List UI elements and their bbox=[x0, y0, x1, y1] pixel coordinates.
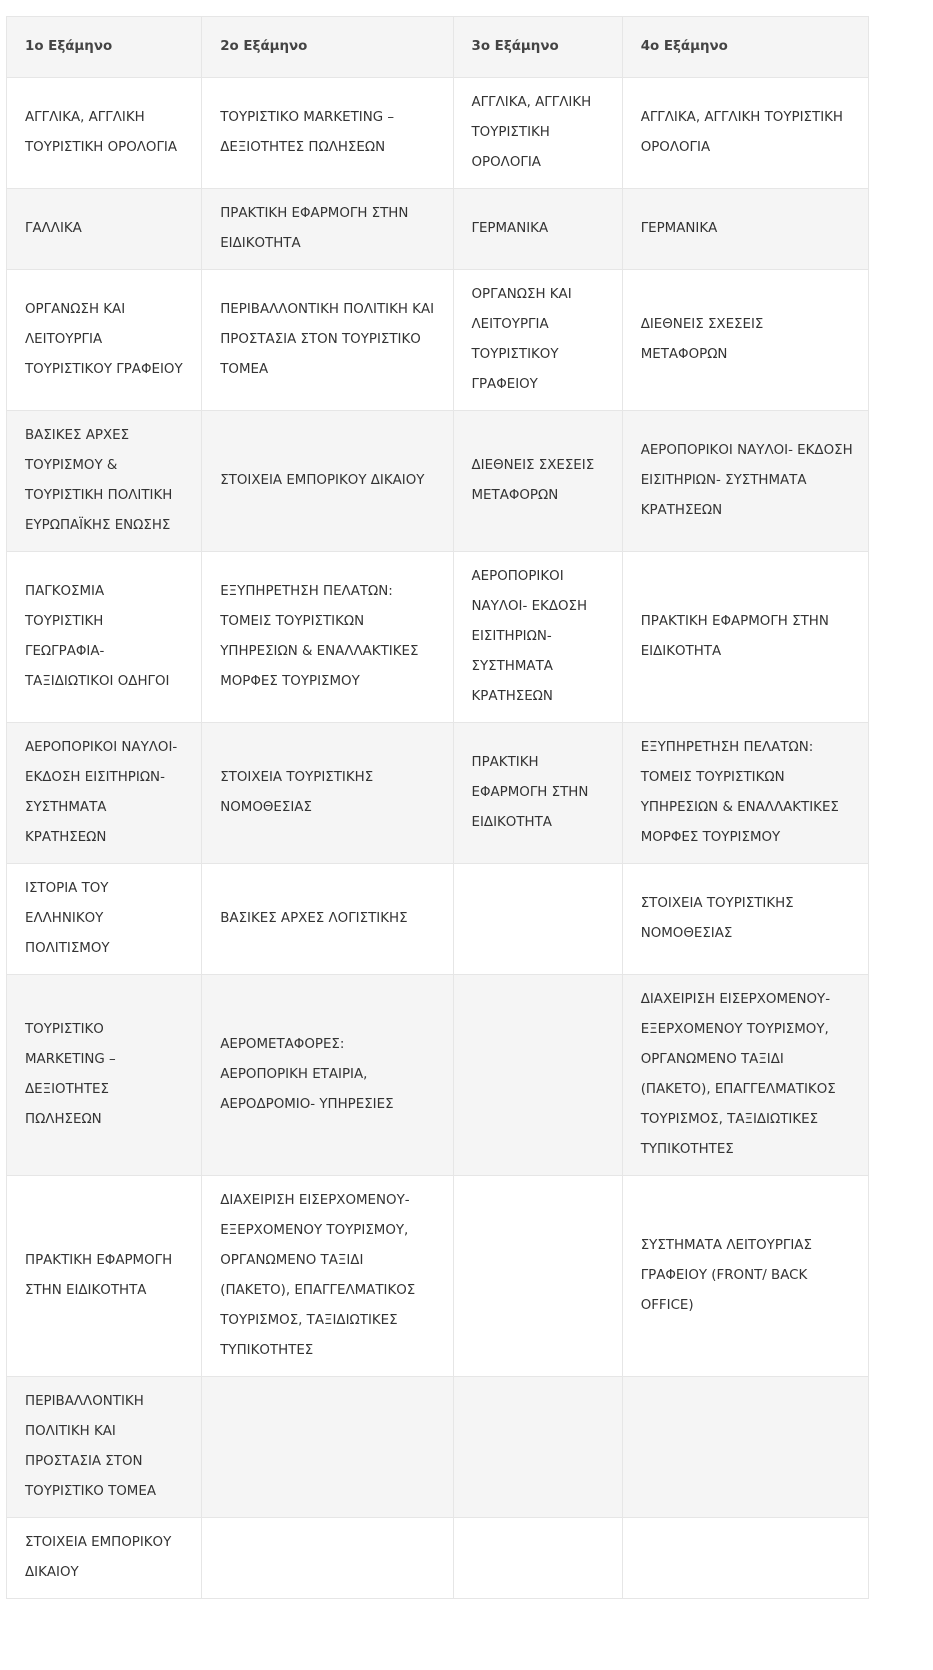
course-cell-semester-3: ΔΙΕΘΝΕΙΣ ΣΧΕΣΕΙΣ ΜΕΤΑΦΟΡΩΝ bbox=[453, 411, 622, 552]
table-row bbox=[7, 411, 869, 552]
course-cell-semester-4 bbox=[622, 1377, 868, 1518]
header-row bbox=[7, 17, 869, 78]
course-cell-semester-3: ΠΡΑΚΤΙΚΗ ΕΦΑΡΜΟΓΗ ΣΤΗΝ ΕΙΔΙΚΟΤΗΤΑ bbox=[453, 723, 622, 864]
course-cell-semester-1: ΒΑΣΙΚΕΣ ΑΡΧΕΣ ΤΟΥΡΙΣΜΟΥ & ΤΟΥΡΙΣΤΙΚΗ ΠΟΛΙΤΙΚΗ ΕΥΡΩΠΑΪΚΗΣ ΕΝΩΣΗΣ bbox=[7, 411, 202, 552]
course-cell-semester-1: ΙΣΤΟΡΙΑ ΤΟΥ ΕΛΛΗΝΙΚΟΥ ΠΟΛΙΤΙΣΜΟΥ bbox=[7, 864, 202, 975]
course-cell-semester-4: ΣΥΣΤΗΜΑΤΑ ΛΕΙΤΟΥΡΓΙΑΣ ΓΡΑΦΕΙΟΥ (FRONT/ BACK OFFICE) bbox=[622, 1176, 868, 1377]
course-cell-semester-3: ΟΡΓΑΝΩΣΗ ΚΑΙ ΛΕΙΤΟΥΡΓΙΑ ΤΟΥΡΙΣΤΙΚΟΥ ΓΡΑΦΕΙΟΥ bbox=[453, 270, 622, 411]
course-cell-semester-4 bbox=[622, 1518, 868, 1599]
course-cell-semester-3: ΑΕΡΟΠΟΡΙΚΟΙ ΝΑΥΛΟΙ- ΕΚΔΟΣΗ ΕΙΣΙΤΗΡΙΩΝ- ΣΥΣΤΗΜΑΤΑ ΚΡΑΤΗΣΕΩΝ bbox=[453, 552, 622, 723]
header-semester-3: 3ο Εξάμηνο bbox=[453, 17, 622, 78]
course-cell-semester-1: ΤΟΥΡΙΣΤΙΚΟ MARKETING – ΔΕΞΙΟΤΗΤΕΣ ΠΩΛΗΣΕΩΝ bbox=[7, 975, 202, 1176]
course-cell-semester-3: ΑΓΓΛΙΚΑ, ΑΓΓΛΙΚΗ ΤΟΥΡΙΣΤΙΚΗ ΟΡΟΛΟΓΙΑ bbox=[453, 78, 622, 189]
course-cell-semester-1: ΣΤΟΙΧΕΙΑ ΕΜΠΟΡΙΚΟΥ ΔΙΚΑΙΟΥ bbox=[7, 1518, 202, 1599]
curriculum-table bbox=[6, 16, 869, 1599]
table-row bbox=[7, 552, 869, 723]
course-cell-semester-4: ΓΕΡΜΑΝΙΚΑ bbox=[622, 189, 868, 270]
course-cell-semester-4: ΔΙΑΧΕΙΡΙΣΗ ΕΙΣΕΡΧΟΜΕΝΟΥ-ΕΞΕΡΧΟΜΕΝΟΥ ΤΟΥΡΙΣΜΟΥ, ΟΡΓΑΝΩΜΕΝΟ ΤΑΞΙΔΙ (ΠΑΚΕΤΟ), ΕΠΑΓΓΕΛΜΑΤΙΚΟΣ ΤΟΥΡΙΣΜΟΣ, ΤΑΞΙΔΙΩΤΙΚΕΣ ΤΥΠΙΚΟΤΗΤΕΣ bbox=[622, 975, 868, 1176]
course-cell-semester-1: ΑΓΓΛΙΚΑ, ΑΓΓΛΙΚΗ ΤΟΥΡΙΣΤΙΚΗ ΟΡΟΛΟΓΙΑ bbox=[7, 78, 202, 189]
course-cell-semester-1: ΑΕΡΟΠΟΡΙΚΟΙ ΝΑΥΛΟΙ- ΕΚΔΟΣΗ ΕΙΣΙΤΗΡΙΩΝ- ΣΥΣΤΗΜΑΤΑ ΚΡΑΤΗΣΕΩΝ bbox=[7, 723, 202, 864]
header-semester-4: 4ο Εξάμηνο bbox=[622, 17, 868, 78]
table-row bbox=[7, 1518, 869, 1599]
course-cell-semester-4: ΕΞΥΠΗΡΕΤΗΣΗ ΠΕΛΑΤΩΝ: ΤΟΜΕΙΣ ΤΟΥΡΙΣΤΙΚΩΝ ΥΠΗΡΕΣΙΩΝ & ΕΝΑΛΛΑΚΤΙΚΕΣ ΜΟΡΦΕΣ ΤΟΥΡΙΣΜΟΥ bbox=[622, 723, 868, 864]
course-cell-semester-2: ΑΕΡΟΜΕΤΑΦΟΡΕΣ: ΑΕΡΟΠΟΡΙΚΗ ΕΤΑΙΡΙΑ, ΑΕΡΟΔΡΟΜΙΟ- ΥΠΗΡΕΣΙΕΣ bbox=[202, 975, 453, 1176]
table-row bbox=[7, 189, 869, 270]
table-row bbox=[7, 270, 869, 411]
table-body bbox=[7, 78, 869, 1599]
course-cell-semester-4: ΣΤΟΙΧΕΙΑ ΤΟΥΡΙΣΤΙΚΗΣ ΝΟΜΟΘΕΣΙΑΣ bbox=[622, 864, 868, 975]
course-cell-semester-2: ΕΞΥΠΗΡΕΤΗΣΗ ΠΕΛΑΤΩΝ: ΤΟΜΕΙΣ ΤΟΥΡΙΣΤΙΚΩΝ ΥΠΗΡΕΣΙΩΝ & ΕΝΑΛΛΑΚΤΙΚΕΣ ΜΟΡΦΕΣ ΤΟΥΡΙΣΜΟΥ bbox=[202, 552, 453, 723]
course-cell-semester-4: ΑΕΡΟΠΟΡΙΚΟΙ ΝΑΥΛΟΙ- ΕΚΔΟΣΗ ΕΙΣΙΤΗΡΙΩΝ- ΣΥΣΤΗΜΑΤΑ ΚΡΑΤΗΣΕΩΝ bbox=[622, 411, 868, 552]
course-cell-semester-4: ΠΡΑΚΤΙΚΗ ΕΦΑΡΜΟΓΗ ΣΤΗΝ ΕΙΔΙΚΟΤΗΤΑ bbox=[622, 552, 868, 723]
course-cell-semester-3 bbox=[453, 975, 622, 1176]
course-cell-semester-2 bbox=[202, 1518, 453, 1599]
table-row bbox=[7, 78, 869, 189]
table-row bbox=[7, 1176, 869, 1377]
table-row bbox=[7, 975, 869, 1176]
header-semester-2: 2ο Εξάμηνο bbox=[202, 17, 453, 78]
course-cell-semester-2: ΣΤΟΙΧΕΙΑ ΤΟΥΡΙΣΤΙΚΗΣ ΝΟΜΟΘΕΣΙΑΣ bbox=[202, 723, 453, 864]
course-cell-semester-2: ΠΕΡΙΒΑΛΛΟΝΤΙΚΗ ΠΟΛΙΤΙΚΗ ΚΑΙ ΠΡΟΣΤΑΣΙΑ ΣΤΟΝ ΤΟΥΡΙΣΤΙΚΟ ΤΟΜΕΑ bbox=[202, 270, 453, 411]
course-cell-semester-2: ΤΟΥΡΙΣΤΙΚΟ MARKETING – ΔΕΞΙΟΤΗΤΕΣ ΠΩΛΗΣΕΩΝ bbox=[202, 78, 453, 189]
table-header bbox=[7, 17, 869, 78]
course-cell-semester-2: ΒΑΣΙΚΕΣ ΑΡΧΕΣ ΛΟΓΙΣΤΙΚΗΣ bbox=[202, 864, 453, 975]
course-cell-semester-1: ΠΕΡΙΒΑΛΛΟΝΤΙΚΗ ΠΟΛΙΤΙΚΗ ΚΑΙ ΠΡΟΣΤΑΣΙΑ ΣΤΟΝ ΤΟΥΡΙΣΤΙΚΟ ΤΟΜΕΑ bbox=[7, 1377, 202, 1518]
course-cell-semester-1: ΠΑΓΚΟΣΜΙΑ ΤΟΥΡΙΣΤΙΚΗ ΓΕΩΓΡΑΦΙΑ- ΤΑΞΙΔΙΩΤΙΚΟΙ ΟΔΗΓΟΙ bbox=[7, 552, 202, 723]
course-cell-semester-3: ΓΕΡΜΑΝΙΚΑ bbox=[453, 189, 622, 270]
table-row bbox=[7, 723, 869, 864]
course-cell-semester-2 bbox=[202, 1377, 453, 1518]
course-cell-semester-4: ΑΓΓΛΙΚΑ, ΑΓΓΛΙΚΗ ΤΟΥΡΙΣΤΙΚΗ ΟΡΟΛΟΓΙΑ bbox=[622, 78, 868, 189]
table-row bbox=[7, 1377, 869, 1518]
header-semester-1: 1ο Εξάμηνο bbox=[7, 17, 202, 78]
course-cell-semester-3 bbox=[453, 1176, 622, 1377]
course-cell-semester-1: ΟΡΓΑΝΩΣΗ ΚΑΙ ΛΕΙΤΟΥΡΓΙΑ ΤΟΥΡΙΣΤΙΚΟΥ ΓΡΑΦΕΙΟΥ bbox=[7, 270, 202, 411]
course-cell-semester-1: ΓΑΛΛΙΚΑ bbox=[7, 189, 202, 270]
course-cell-semester-1: ΠΡΑΚΤΙΚΗ ΕΦΑΡΜΟΓΗ ΣΤΗΝ ΕΙΔΙΚΟΤΗΤΑ bbox=[7, 1176, 202, 1377]
course-cell-semester-3 bbox=[453, 1377, 622, 1518]
course-cell-semester-2: ΠΡΑΚΤΙΚΗ ΕΦΑΡΜΟΓΗ ΣΤΗΝ ΕΙΔΙΚΟΤΗΤΑ bbox=[202, 189, 453, 270]
course-cell-semester-2: ΣΤΟΙΧΕΙΑ ΕΜΠΟΡΙΚΟΥ ΔΙΚΑΙΟΥ bbox=[202, 411, 453, 552]
course-cell-semester-3 bbox=[453, 1518, 622, 1599]
table-row bbox=[7, 864, 869, 975]
course-cell-semester-3 bbox=[453, 864, 622, 975]
course-cell-semester-2: ΔΙΑΧΕΙΡΙΣΗ ΕΙΣΕΡΧΟΜΕΝΟΥ-ΕΞΕΡΧΟΜΕΝΟΥ ΤΟΥΡΙΣΜΟΥ, ΟΡΓΑΝΩΜΕΝΟ ΤΑΞΙΔΙ (ΠΑΚΕΤΟ), ΕΠΑΓΓΕΛΜΑΤΙΚΟΣ ΤΟΥΡΙΣΜΟΣ, ΤΑΞΙΔΙΩΤΙΚΕΣ ΤΥΠΙΚΟΤΗΤΕΣ bbox=[202, 1176, 453, 1377]
course-cell-semester-4: ΔΙΕΘΝΕΙΣ ΣΧΕΣΕΙΣ ΜΕΤΑΦΟΡΩΝ bbox=[622, 270, 868, 411]
